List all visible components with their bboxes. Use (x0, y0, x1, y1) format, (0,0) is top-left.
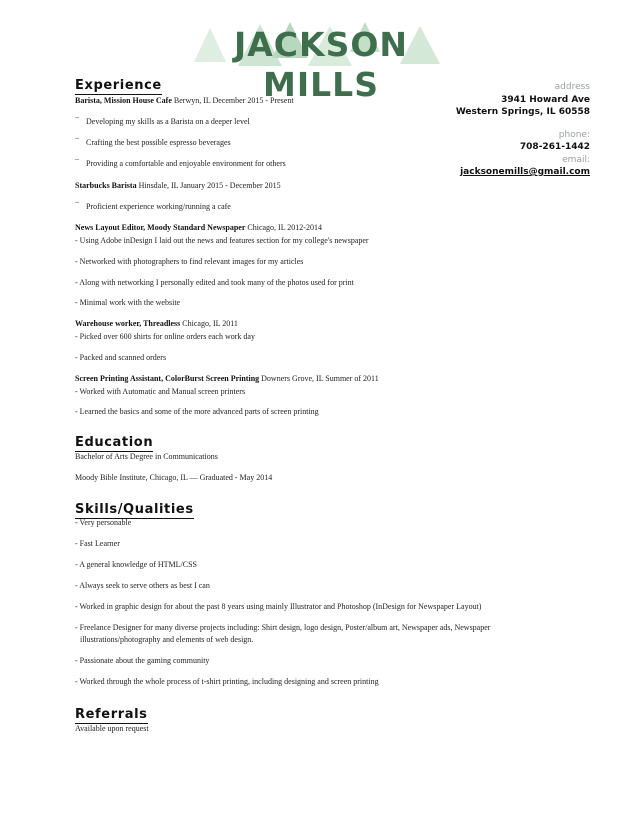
job-title-line (75, 319, 238, 328)
job-bullet-text: - Using Adobe inDesign I laid out the news and features section for my college's newspaper (75, 236, 369, 245)
skills-heading: Skills/Qualities (75, 502, 194, 517)
job-bullet: ¯ Providing a comfortable and enjoyable environment for others (75, 159, 286, 168)
job-bullet: ¯ Proficient experience working/running a cafe (75, 202, 231, 211)
school-text: Moody Bible Institute, Chicago, IL — Graduated - May 2014 (75, 473, 273, 482)
job-details: Downers Grove, IL Summer of 2011 (259, 374, 379, 383)
referrals-text: Available upon request (75, 724, 149, 733)
referrals-section (75, 705, 575, 745)
phone-label: phone: (558, 129, 590, 140)
experience-section (75, 76, 575, 416)
skill-item: - Fast Learner (75, 539, 120, 548)
skill-item: - A general knowledge of HTML/CSS (75, 560, 197, 569)
education-section (75, 433, 575, 493)
skill-item: - Worked in graphic design for about the past 8 years using mainly Illustrator and Photoshop (InDesign for Newspaper Layout) (75, 602, 482, 611)
skill-item: - Very personable (75, 518, 132, 527)
degree-text: Bachelor of Arts Degree in Communications (75, 452, 218, 461)
skill-item: - Freelance Designer for many diverse projects including: Shirt design, logo design, Poster/album art, Newspaper ads, Newspaper (75, 623, 491, 632)
job-bullet-text: - Packed and scanned orders (75, 353, 167, 362)
email-link[interactable]: jacksonemills@gmail.com (460, 167, 590, 177)
job-bullet-text: - Minimal work with the website (75, 298, 181, 307)
job-role: Warehouse worker, Threadless (75, 319, 181, 328)
address-label: address (554, 82, 590, 92)
job-bullet-text: Crafting the best possible espresso beverages (86, 138, 231, 147)
address-line-2: Western Springs, IL 60558 (455, 107, 590, 117)
skill-item: - Worked through the whole process of t-shirt printing, including designing and screen printing (75, 677, 379, 686)
job-bullet: ¯ Crafting the best possible espresso beverages (75, 138, 231, 147)
job-title-line (75, 374, 379, 383)
job-details: Hinsdale, IL January 2015 - December 2015 (136, 181, 281, 190)
job-bullet-text: - Networked with photographers to find relevant images for my articles (75, 257, 304, 266)
job-role: Starbucks Barista (75, 181, 137, 190)
education-heading: Education (75, 435, 154, 450)
job-bullet-text: - Worked with Automatic and Manual screen printers (75, 387, 246, 396)
job-role: Screen Printing Assistant, ColorBurst Screen Printing (75, 374, 260, 383)
skill-item: - Passionate about the gaming community (75, 656, 210, 665)
job-bullet: ¯ Developing my skills as a Barista on a deeper level (75, 117, 250, 126)
job-title-line (75, 223, 322, 232)
job-details: Chicago, IL 2012-2014 (245, 223, 322, 232)
skill-item: - Always seek to serve others as best I can (75, 581, 210, 590)
job-details: Chicago, IL 2011 (180, 319, 238, 328)
skill-item-continued: illustrations/photography and elements of web design. (80, 635, 254, 644)
job-title-line (75, 181, 281, 190)
job-bullet-text: - Learned the basics and some of the more advanced parts of screen printing (75, 407, 319, 416)
skills-section (75, 500, 575, 700)
job-role: Barista, Mission House Cafe (75, 96, 172, 105)
job-details: Berwyn, IL December 2015 - Present (171, 96, 294, 105)
phone-number: 708-261-1442 (519, 142, 590, 152)
job-bullet-text: - Along with networking I personally edited and took many of the photos used for print (75, 278, 354, 287)
candidate-name: JACKSON MILLS (233, 25, 409, 104)
email-label: email: (562, 154, 590, 165)
job-bullet-text: Developing my skills as a Barista on a deeper level (86, 117, 250, 126)
job-title-line (75, 96, 294, 105)
address-line-1: 3941 Howard Ave (501, 94, 590, 105)
job-role: News Layout Editor, Moody Standard Newspaper (75, 223, 246, 232)
job-bullet-text: - Picked over 600 shirts for online orders each work day (75, 332, 255, 341)
experience-heading: Experience (75, 78, 162, 93)
job-bullet-text: Providing a comfortable and enjoyable environment for others (86, 159, 286, 168)
job-bullet-text: Proficient experience working/running a cafe (86, 202, 231, 211)
referrals-heading: Referrals (75, 707, 148, 722)
